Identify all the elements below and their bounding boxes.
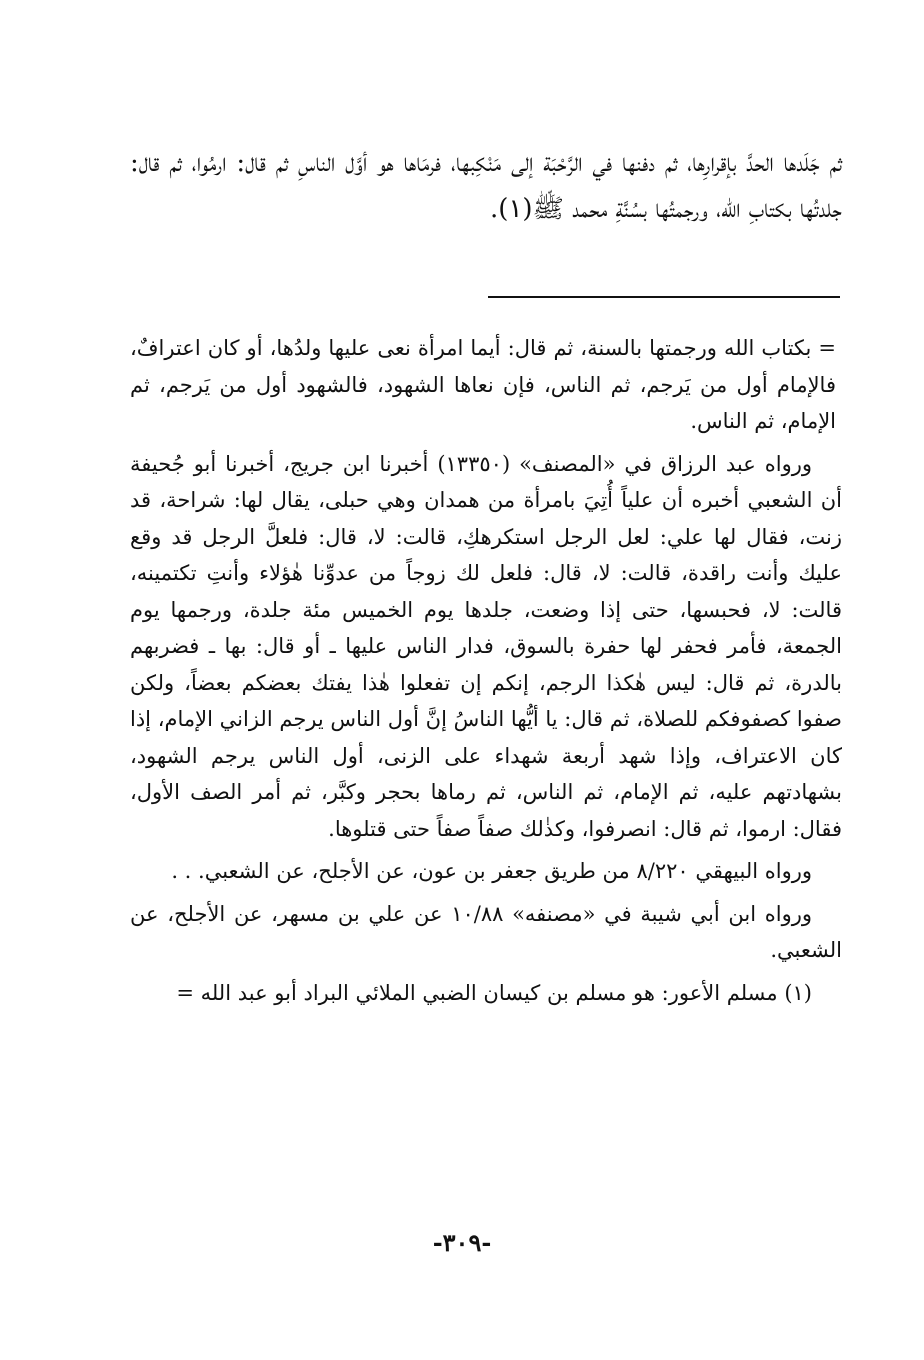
main-text-block [130, 140, 842, 232]
footnotes-block [130, 330, 842, 1017]
footnote-divider [488, 296, 840, 298]
page-number: -٣٠٩- [432, 1228, 492, 1257]
footnote-paragraph-abdulrazzaq: ورواه عبد الرزاق في «المصنف» (١٣٣٥٠) أخبرنا ابن جريج، أخبرنا أبو جُحيفة أن الشعبي أخبره أن علياً أُتِيَ بامرأة من همدان وهي حبلى، يقال لها: شراحة، قد زنت، فقال لها علي: لعل الرجل استكرهكِ، قالت: لا، قال: فلعلَّ الرجل قد وقع عليك وأنت راقدة، قالت: لا، قال: فلعل لك زوجاً من عدوِّنا هٰؤلاء وأنتِ تكتمينه، قالت: لا، فحبسها، حتى إذا وضعت، جلدها يوم الخميس مئة جلدة، ورجمها يوم الجمعة، فأمر فحفر لها حفرة بالسوق، فدار الناس عليها ـ أو قال: بها ـ فضربهم بالدرة، ثم قال: ليس هٰكذا الرجم، إنكم إن تفعلوا هٰذا يفتك بعضكم بعضاً، ولكن صفوا كصفوفكم للصلاة، ثم قال: يا أيُّها الناسُ إنَّ أول الناس يرجم الزاني الإمام، إذا كان الاعتراف، وإذا شهد أربعة شهداء على الزنى، أول الناس يرجم الشهود، بشهادتهم عليه، ثم الإمام، ثم الناس، ثم رماها بحجر وكبَّر، ثم أمر الصف الأول، فقال: ارموا، ثم قال: انصرفوا، وكذٰلك صفاً صفاً حتى قتلوها. [130, 451, 842, 841]
footnote-paragraph-bayhaqi: ورواه البيهقي ٨/٢٢٠ من طريق جعفر بن عون، عن الأجلح، عن الشعبي. . . [171, 859, 812, 883]
footnote-paragraph-ibn-abi-shayba: ورواه ابن أبي شيبة في «مصنفه» ١٠/٨٨ عن علي بن مسهر، عن الأجلح، عن الشعبي. [130, 901, 842, 962]
main-paragraph: ثم جَلَدها الحدَّ بإقرارِها، ثم دفنها في الرَّحْبَة إلى مَنْكِبها، فرمَاها هو أوَّل الناسِ ثم قال: ارمُوا، ثم قال: جلدتُها بكتابِ الله، ورجمتُها بسُنَّةِ محمد ﷺ(١). [130, 148, 842, 224]
footnote-1: (١) مسلم الأعور: هو مسلم بن كيسان الضبي الملائي البراد أبو عبد الله = [176, 980, 812, 1005]
footnote-continuation: = بكتاب الله ورجمتها بالسنة، ثم قال: أيما امرأة نعى عليها ولدُها، أو كان اعترافٌ، فالإمام أول من يَرجم، ثم الناس، فإن نعاها الشهود، فالشهود أول من يَرجم، ثم الإمام، ثم الناس. [130, 336, 836, 433]
